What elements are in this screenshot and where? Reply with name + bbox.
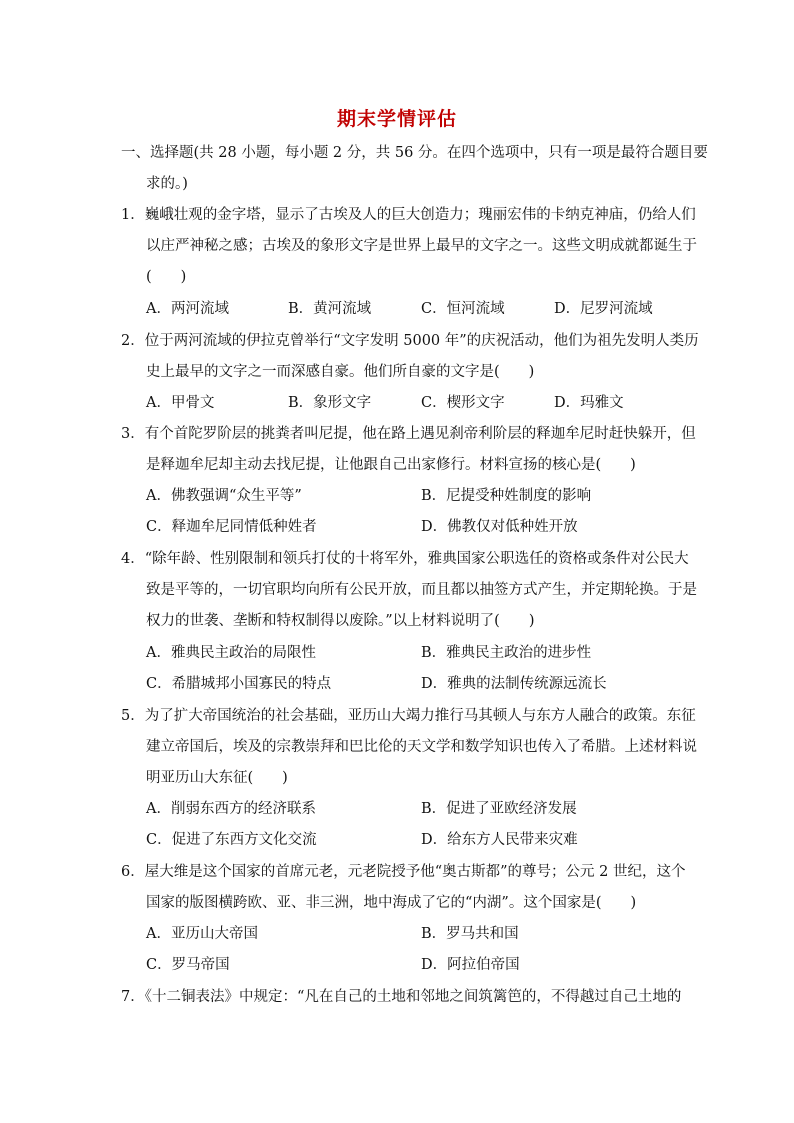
- question-5-option-a: A．削弱东西方的经济联系: [146, 801, 316, 817]
- question-3-option-a: A．佛教强调“众生平等”: [146, 488, 302, 504]
- question-4-stem-line-1: 4．“除年龄、性别限制和领兵打仗的十将军外，雅典国家公职选任的资格或条件对公民大: [121, 551, 689, 567]
- question-4-stem-line-2: 致是平等的，一切官职均向所有公民开放，而且都以抽签方式产生，并定期轮换。于是: [146, 582, 697, 598]
- question-5-option-c: C．促进了东西方文化交流: [146, 832, 317, 848]
- question-3-stem-line-1: 3．有个首陀罗阶层的挑粪者叫尼提，他在路上遇见刹帝利阶层的释迦牟尼时赶快躲开，但: [121, 426, 696, 442]
- question-2-stem-line-1: 2．位于两河流域的伊拉克曾举行“文字发明 5000 年”的庆祝活动，他们为祖先发明人类历: [121, 333, 699, 349]
- question-2-option-c: C．楔形文字: [421, 395, 505, 411]
- question-1-option-d: D．尼罗河流域: [554, 301, 653, 317]
- question-4-option-d: D．雅典的法制传统源远流长: [421, 676, 607, 692]
- question-5-option-d: D．给东方人民带来灾难: [421, 832, 578, 848]
- question-4-option-a: A．雅典民主政治的局限性: [146, 645, 316, 661]
- question-1-option-c: C．恒河流域: [421, 301, 505, 317]
- question-3-option-b: B．尼提受种姓制度的影响: [421, 488, 592, 504]
- question-1-option-b: B．黄河流域: [288, 301, 372, 317]
- question-1-stem-line-1: 1．巍峨壮观的金字塔，显示了古埃及人的巨大创造力；瑰丽宏伟的卡纳克神庙，仍给人们: [121, 207, 696, 223]
- question-6-stem-line-1: 6．屋大维是这个国家的首席元老，元老院授予他“奥古斯都”的尊号；公元 2 世纪，这个: [121, 864, 686, 880]
- question-7-stem-line-1: 7．《十二铜表法》中规定：“凡在自己的土地和邻地之间筑篱笆的，不得越过自己土地的: [121, 989, 682, 1005]
- question-4-option-b: B．雅典民主政治的进步性: [421, 645, 592, 661]
- question-2-option-d: D．玛雅文: [554, 395, 624, 411]
- question-6-stem-line-2: 国家的版图横跨欧、亚、非三洲，地中海成了它的“内湖”。这个国家是( ): [146, 895, 637, 911]
- question-5-stem-line-3: 明亚历山大东征( ): [146, 770, 288, 786]
- question-4-option-c: C．希腊城邦小国寡民的特点: [146, 676, 332, 692]
- question-3-option-d: D．佛教仅对低种姓开放: [421, 519, 578, 535]
- question-3-stem-line-2: 是释迦牟尼却主动去找尼提，让他跟自己出家修行。材料宣扬的核心是( ): [146, 457, 636, 473]
- question-6-option-c: C．罗马帝国: [146, 957, 230, 973]
- question-6-option-d: D．阿拉伯帝国: [421, 957, 520, 973]
- question-1-stem-line-2: 以庄严神秘之感；古埃及的象形文字是世界上最早的文字之一。这些文明成就都诞生于: [146, 238, 697, 254]
- question-3-option-c: C．释迦牟尼同情低种姓者: [146, 519, 317, 535]
- question-1-option-a: A．两河流域: [146, 301, 229, 317]
- section-heading-line-2: 求的。): [146, 176, 188, 192]
- question-4-stem-line-3: 权力的世袭、垄断和特权制得以废除。”以上材料说明了( ): [146, 613, 535, 629]
- question-1-stem-line-3: ( ): [146, 269, 187, 285]
- question-2-stem-line-2: 史上最早的文字之一而深感自豪。他们所自豪的文字是( ): [146, 364, 535, 380]
- question-5-stem-line-2: 建立帝国后，埃及的宗教崇拜和巴比伦的天文学和数学知识也传入了希腊。上述材料说: [146, 739, 697, 755]
- question-5-stem-line-1: 5．为了扩大帝国统治的社会基础，亚历山大竭力推行马其顿人与东方人融合的政策。东征: [121, 708, 696, 724]
- question-2-option-b: B．象形文字: [288, 395, 372, 411]
- question-6-option-b: B．罗马共和国: [421, 926, 519, 942]
- page-title: 期末学情评估: [336, 108, 457, 130]
- question-2-option-a: A．甲骨文: [146, 395, 215, 411]
- question-6-option-a: A．亚历山大帝国: [146, 926, 258, 942]
- section-heading-line-1: 一、选择题(共 28 小题，每小题 2 分，共 56 分。在四个选项中，只有一项是最符合题目要: [121, 145, 708, 161]
- question-5-option-b: B．促进了亚欧经济发展: [421, 801, 577, 817]
